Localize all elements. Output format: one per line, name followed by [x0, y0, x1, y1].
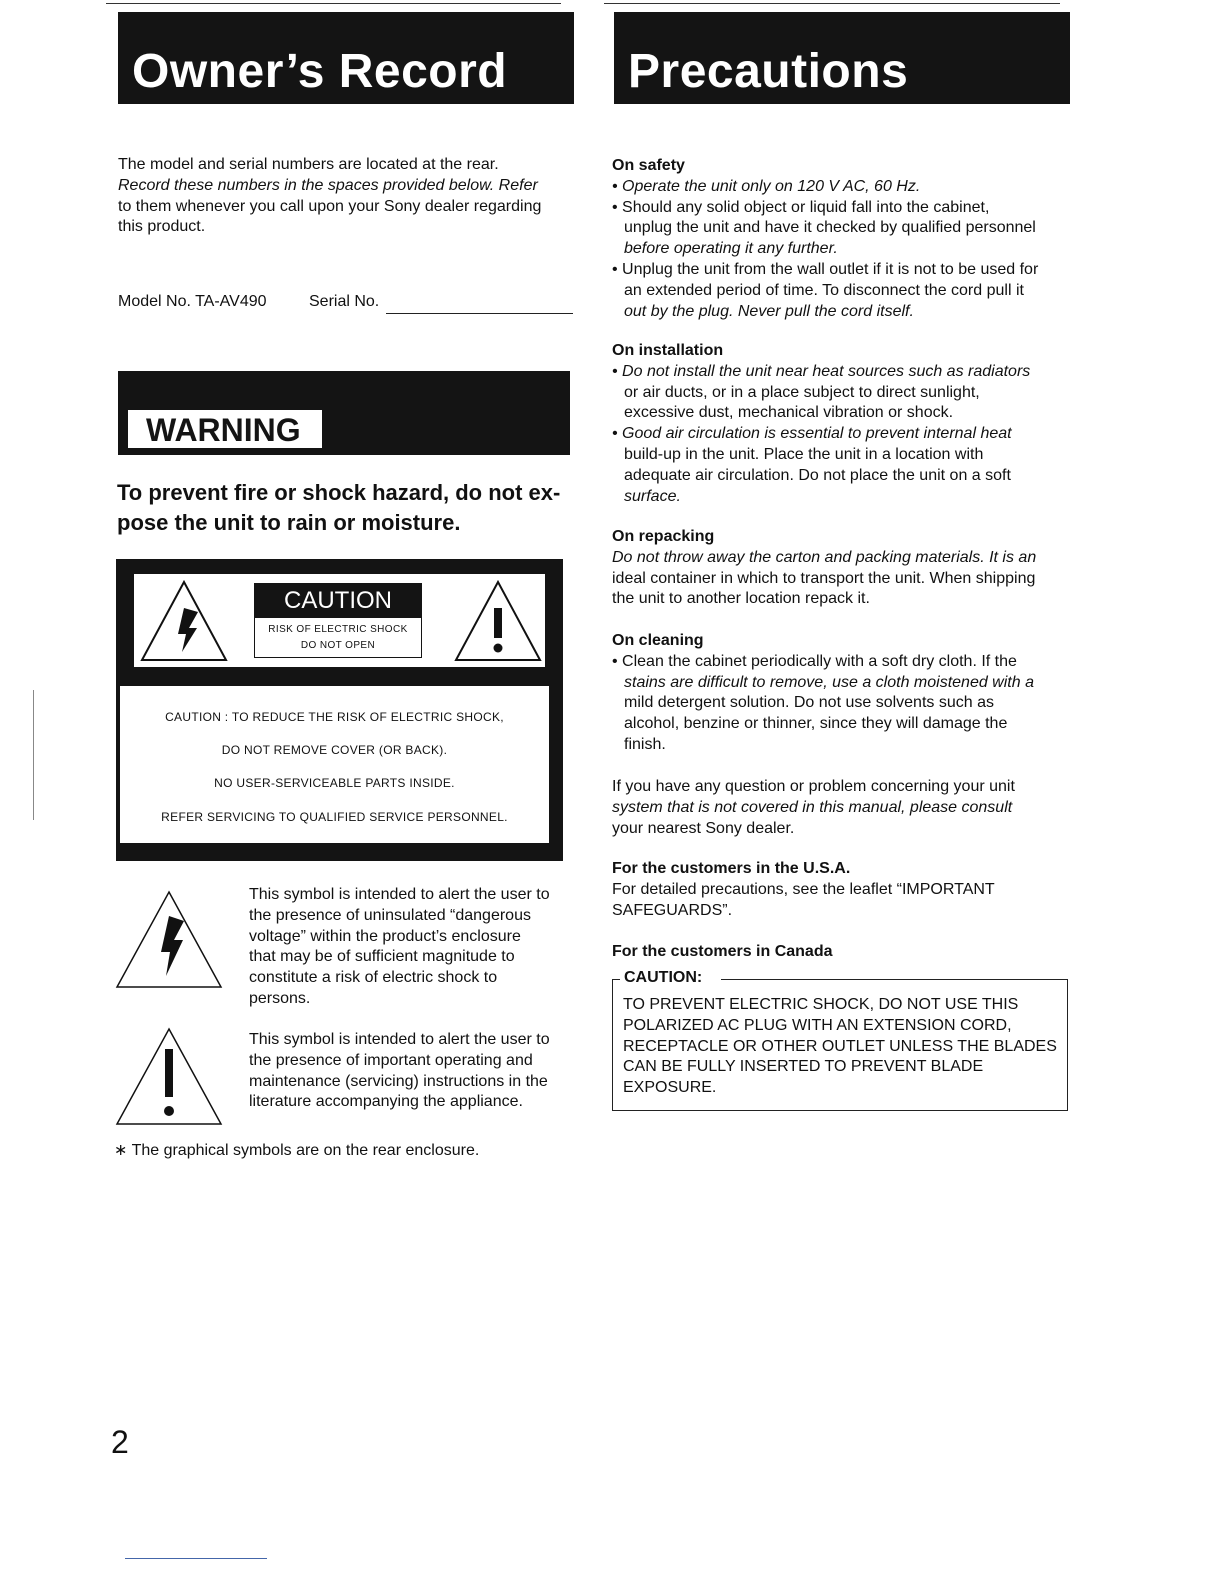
symbol-text-line: literature accompanying the appliance.	[249, 1093, 523, 1111]
bullet-line: adequate air circulation. Do not place the unit on a soft	[624, 466, 1011, 484]
canada-caution-box	[612, 979, 1068, 1111]
caution-sign-top	[134, 574, 545, 667]
top-rule-left	[106, 3, 561, 4]
section-heading: On safety	[612, 157, 685, 174]
bullet-line: alcohol, benzine or thinner, since they will damage the	[624, 715, 1008, 733]
bullet-line: excessive dust, mechanical vibration or shock.	[624, 404, 954, 422]
intro-line: this product.	[118, 218, 206, 236]
caution-box-line: TO PREVENT ELECTRIC SHOCK, DO NOT USE THIS	[623, 996, 1019, 1013]
bullet-line: unplug the unit and have it checked by qualified personnel	[624, 219, 1036, 237]
on-installation-section	[612, 341, 1082, 507]
intro-line: to them whenever you call upon your Sony dealer regarding	[118, 197, 542, 215]
owners-record-intro	[118, 155, 578, 238]
model-number-label: Model No. TA-AV490	[118, 293, 267, 310]
paragraph-line: Do not throw away the carton and packing materials. It is an	[612, 548, 1037, 566]
bullet-line: • Clean the cabinet periodically with a soft dry cloth. If the	[612, 652, 1017, 670]
section-heading: For the customers in Canada	[612, 943, 833, 960]
serial-number-blank	[386, 313, 573, 314]
section-heading: On installation	[612, 342, 724, 359]
footnote: ∗ The graphical symbols are on the rear enclosure.	[114, 1142, 480, 1159]
paragraph-line: ideal container in which to transport the unit. When shipping	[612, 569, 1036, 587]
bullet-line: • Good air circulation is essential to prevent internal heat	[612, 425, 1012, 443]
bullet-line: out by the plug. Never pull the cord itself.	[624, 302, 914, 320]
lightning-symbol-description	[249, 885, 579, 1010]
exclamation-symbol-icon	[114, 1027, 224, 1127]
paragraph-line: system that is not covered in this manual, please consult	[612, 798, 1013, 816]
usa-section	[612, 859, 1082, 921]
bullet-line: or air ducts, or in a place subject to direct sunlight,	[624, 383, 980, 401]
symbol-text-line: voltage” within the product’s enclosure	[249, 927, 521, 945]
bullet-line: • Should any solid object or liquid fall into the cabinet,	[612, 198, 990, 216]
intro-line: The model and serial numbers are located at the rear.	[118, 156, 499, 173]
bottom-rule	[125, 1558, 267, 1559]
lightning-symbol-icon	[114, 890, 224, 990]
caution-sub-2: DO NOT OPEN	[300, 640, 376, 651]
caution-sign-text	[120, 686, 549, 843]
caution-line: DO NOT REMOVE COVER (OR BACK).	[221, 743, 448, 757]
bullet-line: surface.	[624, 487, 681, 505]
intro-line: Record these numbers in the spaces provided below. Refer	[118, 176, 538, 194]
exclamation-symbol-description	[249, 1030, 579, 1113]
section-heading: On cleaning	[612, 632, 704, 649]
bullet-line: stains are difficult to remove, use a cloth moistened with a	[624, 673, 1034, 691]
paragraph-line: the unit to another location repack it.	[612, 590, 870, 608]
caution-box-line: RECEPTACLE OR OTHER OUTLET UNLESS THE BLADES	[623, 1037, 1057, 1055]
margin-mark	[33, 690, 34, 820]
bullet-line: • Do not install the unit near heat sources such as radiators	[612, 362, 1031, 380]
caution-box-line: EXPOSURE.	[623, 1079, 717, 1097]
on-cleaning-section	[612, 631, 1082, 756]
caution-line: CAUTION : TO REDUCE THE RISK OF ELECTRIC SHOCK,	[165, 710, 504, 724]
precautions-title: Precautions	[628, 45, 909, 98]
caution-line: REFER SERVICING TO QUALIFIED SERVICE PERSONNEL.	[161, 810, 508, 824]
caution-line: NO USER-SERVICEABLE PARTS INSIDE.	[214, 776, 455, 790]
caution-label-box	[254, 583, 422, 658]
caution-box-line: POLARIZED AC PLUG WITH AN EXTENSION CORD,	[623, 1016, 1012, 1034]
symbol-text-line: that may be of sufficient magnitude to	[249, 948, 515, 966]
on-safety-section	[612, 156, 1082, 322]
exclamation-warning-icon	[452, 578, 544, 664]
caution-box-label: CAUTION:	[624, 969, 703, 986]
owners-record-title: Owner’s Record	[132, 45, 508, 98]
symbol-text-line: maintenance (servicing) instructions in the	[249, 1072, 548, 1090]
section-heading: On repacking	[612, 528, 715, 545]
bullet-line: finish.	[624, 735, 666, 753]
caution-title: CAUTION	[255, 584, 421, 618]
caution-sub-1: RISK OF ELECTRIC SHOCK	[268, 624, 408, 635]
bullet-line: an extended period of time. To disconnect the cord pull it	[624, 281, 1024, 299]
caution-sign	[116, 559, 563, 861]
symbol-text-line: This symbol is intended to alert the user to	[249, 1031, 550, 1048]
symbol-text-line: the presence of important operating and	[249, 1051, 533, 1069]
bullet-line: • Unplug the unit from the wall outlet if it is not to be used for	[612, 260, 1039, 278]
bullet-line: build-up in the unit. Place the unit in a location with	[624, 445, 984, 463]
paragraph-line: your nearest Sony dealer.	[612, 819, 795, 837]
symbol-text-line: constitute a risk of electric shock to	[249, 969, 498, 987]
bullet-line: • Operate the unit only on 120 V AC, 60 Hz.	[612, 177, 921, 195]
symbol-text-line: persons.	[249, 989, 311, 1007]
paragraph-line: If you have any question or problem concerning your unit	[612, 778, 1015, 795]
precautions-banner	[614, 12, 1070, 104]
serial-number-label: Serial No.	[309, 293, 380, 310]
lightning-warning-icon	[138, 578, 230, 664]
top-rule-right	[604, 3, 1060, 4]
warning-label: WARNING	[128, 410, 322, 448]
section-heading: For the customers in the U.S.A.	[612, 860, 851, 877]
symbol-text-line: This symbol is intended to alert the user to	[249, 886, 550, 903]
headline-line: To prevent fire or shock hazard, do not ex-	[117, 480, 561, 505]
fire-shock-headline	[117, 478, 587, 538]
owners-record-banner	[118, 12, 574, 104]
bullet-line: mild detergent solution. Do not use solvents such as	[624, 694, 994, 712]
question-paragraph	[612, 777, 1082, 839]
page-number: 2	[111, 1424, 129, 1460]
caution-box-line: CAN BE FULLY INSERTED TO PREVENT BLADE	[623, 1058, 984, 1076]
symbol-text-line: the presence of uninsulated “dangerous	[249, 906, 531, 924]
headline-line: pose the unit to rain or moisture.	[117, 510, 461, 535]
on-repacking-section	[612, 527, 1082, 610]
canada-heading	[612, 942, 1082, 963]
bullet-line: before operating it any further.	[624, 240, 838, 258]
paragraph-line: SAFEGUARDS”.	[612, 901, 733, 919]
paragraph-line: For detailed precautions, see the leaflet “IMPORTANT	[612, 880, 995, 898]
